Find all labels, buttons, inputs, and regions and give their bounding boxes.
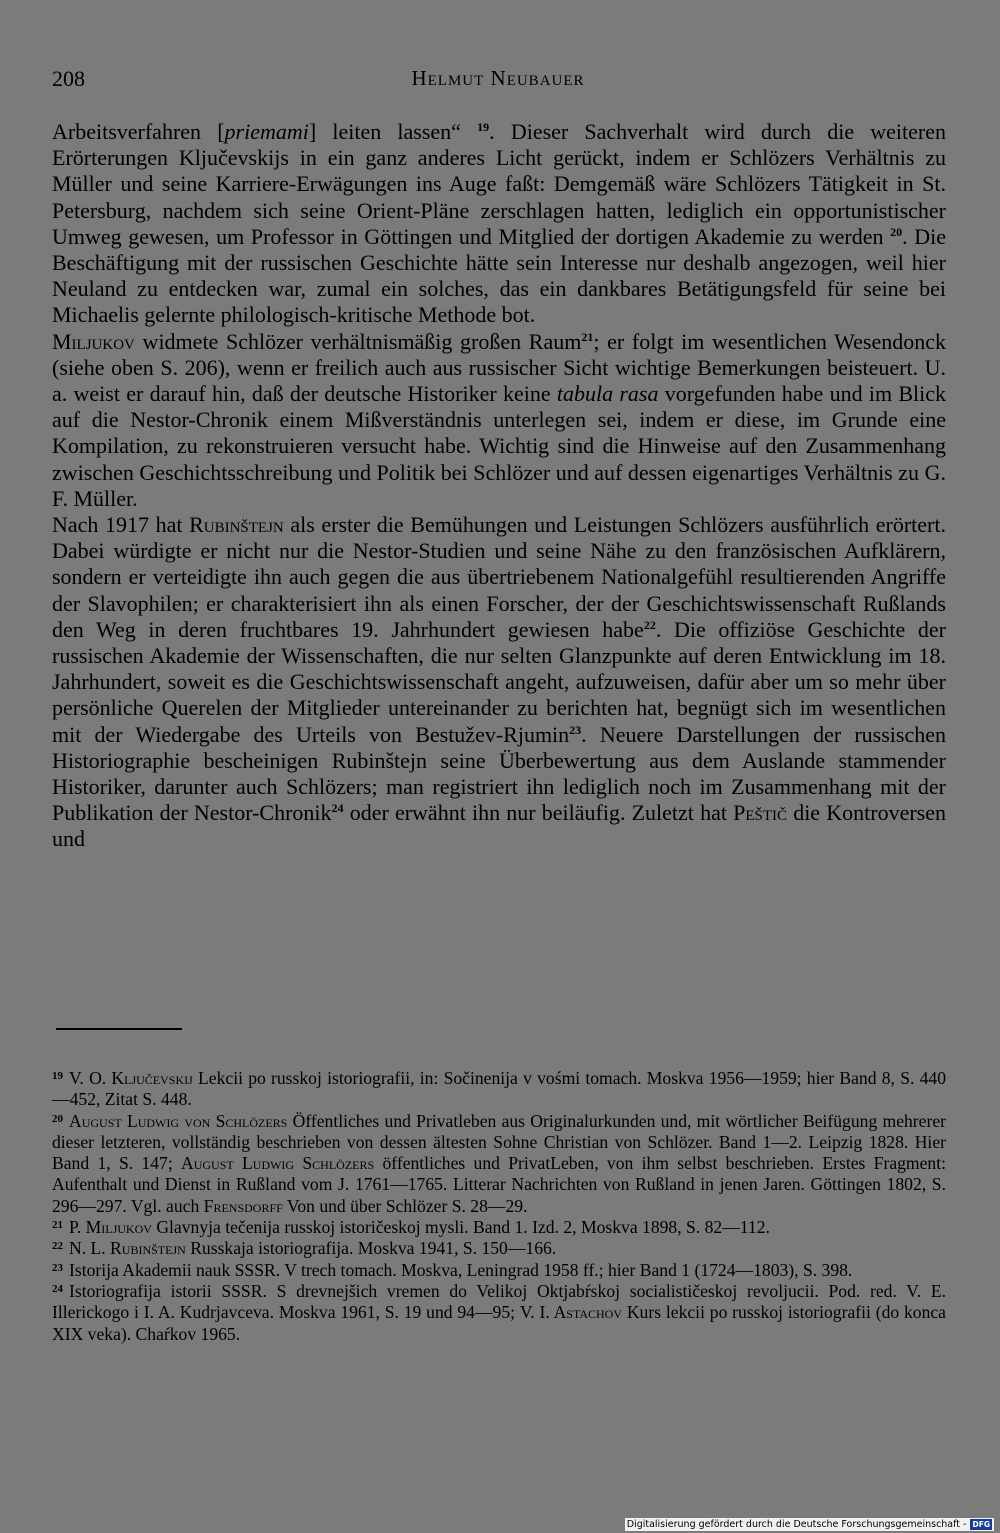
footnote-number: 22 [52, 1240, 63, 1253]
footnote-19 [52, 1068, 946, 1111]
text-span: Öffentliches und Privatleben aus Originalurkunden und, mit wörtlicher Beifügung mehrerer dieser letzteren, vollständig beschrieben von dessen ältesten Sohne Christian von Schlözer. Band 1—2. Leipzig 1828. Hier Band 1, S. 147; [52, 1110, 946, 1174]
footnote-20 [52, 1111, 946, 1217]
paragraph-1 [52, 119, 946, 329]
text-span: öffentliches und PrivatLeben, von ihm selbst beschrieben. Erstes Fragment: Aufenthalt und Dienst in Rußland vom J. 1761—1765. Litterar Nachrichten von Rußland in jenen Jaren. Göttingen 1802, S. 296—297. Vgl. auch [52, 1153, 946, 1216]
paragraph-3 [52, 512, 946, 853]
footnote-ref-22[interactable]: 22 [643, 617, 656, 632]
text-span: als erster die Bemühungen und Leistungen Schlözers ausführlich erörtert. Dabei würdigte er nicht nur die Nestor-Studien und seine Nähe zu den französischen Aufklärern, sondern er verteidigte ihn auch gegen die aus übertriebenem Nationalgefühl resultierenden Angriffe der Slavophilen; er charakterisiert ihn als einen Forscher, der der Geschichtswissenschaft Rußlands den Weg in deren fruchtbares 19. Jahrhundert gewiesen habe [52, 512, 946, 642]
footnote-24 [52, 1281, 946, 1345]
text-span: Nach 1917 hat [52, 512, 190, 538]
footnotes [52, 1068, 946, 1345]
footnote-number: 21 [52, 1219, 63, 1232]
dfg-logo-icon: DFG [972, 1520, 990, 1529]
author-name: Peštič [733, 800, 788, 826]
footnote-ref-24[interactable]: 24 [331, 801, 344, 816]
text-span: Kurs lekcii po russkoj istoriografii (do konca XIX veka). Chaŕkov 1965. [52, 1302, 946, 1344]
text-span: oder erwähnt ihn nur beiläufig. Zuletzt hat [343, 800, 734, 826]
text-span: Russkaja istoriografija. Moskva 1941, S. 150—166. [185, 1238, 557, 1259]
footnote-21 [52, 1217, 946, 1238]
footnote-ref-20[interactable]: 20 [890, 224, 903, 239]
author-name: Rubinštejn [189, 512, 284, 538]
author-name: Miljukov [52, 328, 135, 354]
author-name: V. O. Ključevskij [69, 1068, 193, 1088]
footnote-23 [52, 1260, 946, 1281]
text-span: . Die Beschäftigung mit der russischen Geschichte hätte sein Interesse nur deshalb angezogen, weil hier Neuland zu entdecken war, zumal ein solches, das ein dankbares Betätigungsfeld für seine bei Michaelis gelernte philologisch-kritische Methode bot. [52, 223, 947, 328]
author-name: August Ludwig Schlözers [181, 1153, 375, 1174]
footnote-22 [52, 1238, 946, 1259]
text-span: ; er folgt im wesentlichen Wesendonck (siehe oben S. 206), wenn er freilich auch aus russischer Sicht wichtige Bemerkungen beisteuert. U. a. weist er darauf hin, daß der deutsche Historiker keine [52, 328, 946, 407]
footnote-number: 20 [52, 1112, 63, 1125]
footnote-ref-19[interactable]: 19 [477, 120, 490, 134]
text-span: widmete Schlözer verhältnismäßig großen Raum [134, 328, 582, 354]
text-span: Istorija Akademii nauk SSSR. V trech tomach. Moskva, Leningrad 1958 ff.; hier Band 1 (1724—1803), S. 398. [69, 1259, 853, 1280]
paragraph-2 [52, 329, 946, 512]
credit-text: Digitalisierung gefördert durch die Deutsche Forschungsgemeinschaft - [626, 1519, 967, 1530]
author-name: P. Miljukov [69, 1217, 152, 1238]
running-head: Helmut Neubauer [411, 66, 585, 90]
footnote-number: 23 [52, 1261, 63, 1274]
text-span: die Kontroversen und [52, 800, 946, 852]
italic-term: tabula rasa [556, 381, 659, 407]
footnote-divider [56, 1028, 182, 1030]
text-span: Arbeitsverfahren [ [52, 119, 225, 144]
author-name: August Ludwig von Schlözers [69, 1110, 288, 1131]
footnote-number: 19 [52, 1070, 63, 1082]
page-header [52, 62, 944, 96]
footnote-ref-23[interactable]: 23 [569, 722, 582, 737]
text-span: Von und über Schlözer S. 28—29. [282, 1195, 528, 1216]
page-number: 208 [52, 66, 85, 91]
italic-term: priemami [224, 119, 309, 144]
text-span: . Neuere Darstellungen der russischen Historiographie bescheinigen Rubinštejn seine Überbewertung aus dem Auslande stammender Historiker, darunter auch Schlözers; man registriert ihn lediglich noch im Zusammenhang mit der Publikation der Nestor-Chronik [52, 721, 946, 826]
text-span: . Dieser Sachverhalt wird durch die weiteren Erörterungen Ključevskijs in ein ganz anderes Licht gerückt, indem er Schlözers Verhältnis zu Müller und seine Karriere-Erwägungen ins Auge faßt: Demgemäß wäre Schlözers Tätigkeit in St. Petersburg, nachdem sich seine Orient-Pläne zerschlagen hatten, lediglich ein opportunistischer Umweg gewesen, um Professor in Göttingen und Mitglied der dortigen Akademie zu werden [52, 119, 946, 249]
text-span: Istoriografija istorii SSSR. S drevnejšich vremen do Velikoj Oktjabŕskoj socialističeskoj revoljucii. Pod. red. V. E. Illerickogo i I. A. Kudrjavceva. Moskva 1961, S. 19 und 94—95; [52, 1280, 946, 1323]
text-span: Glavnyja tečenija russkoj istoričeskoj mysli. Band 1. Izd. 2, Moskva 1898, S. 82—112. [151, 1217, 770, 1238]
text-span: . Die offiziöse Geschichte der russischen Akademie der Wissenschaften, die nur selten Glanzpunkte auf deren Entwicklung im 18. Jahrhundert, soweit es die Geschichtswissenschaft angeht, aufzuweisen, dafür aber um so mehr über persönliche Querelen der Mitglieder untereinander zu berichten hat, begnügt sich im wesentlichen mit der Wiedergabe des Urteils von Bestužev-Rjumin [52, 616, 946, 747]
text-span: ] leiten lassen“ [308, 119, 478, 144]
author-name: Frensdorff [203, 1195, 283, 1216]
footnote-number: 24 [52, 1282, 63, 1295]
text-span: Lekcii po russkoj istoriografii, in: Sočinenija v vośmi tomach. Moskva 1956—1959; hier Band 8, S. 440—452, Zitat S. 448. [52, 1068, 946, 1110]
footnote-ref-21[interactable]: 21 [581, 329, 594, 344]
author-name: N. L. Rubinštejn [69, 1238, 186, 1259]
digitization-credit [625, 1518, 994, 1531]
body-text [52, 119, 946, 853]
text-span: vorgefunden habe und im Blick auf die Nestor-Chronik einem Mißverständnis unterlegen sei, indem er diese, im Grunde eine Kompilation, zu rekonstruieren versucht habe. Wichtig sind die Hinweise auf den Zusammenhang zwischen Geschichtsschreibung und Politik bei Schlözer und auf dessen eigenartiges Verhältnis zu G. F. Müller. [52, 381, 946, 511]
author-name: V. I. Astachov [519, 1302, 623, 1323]
